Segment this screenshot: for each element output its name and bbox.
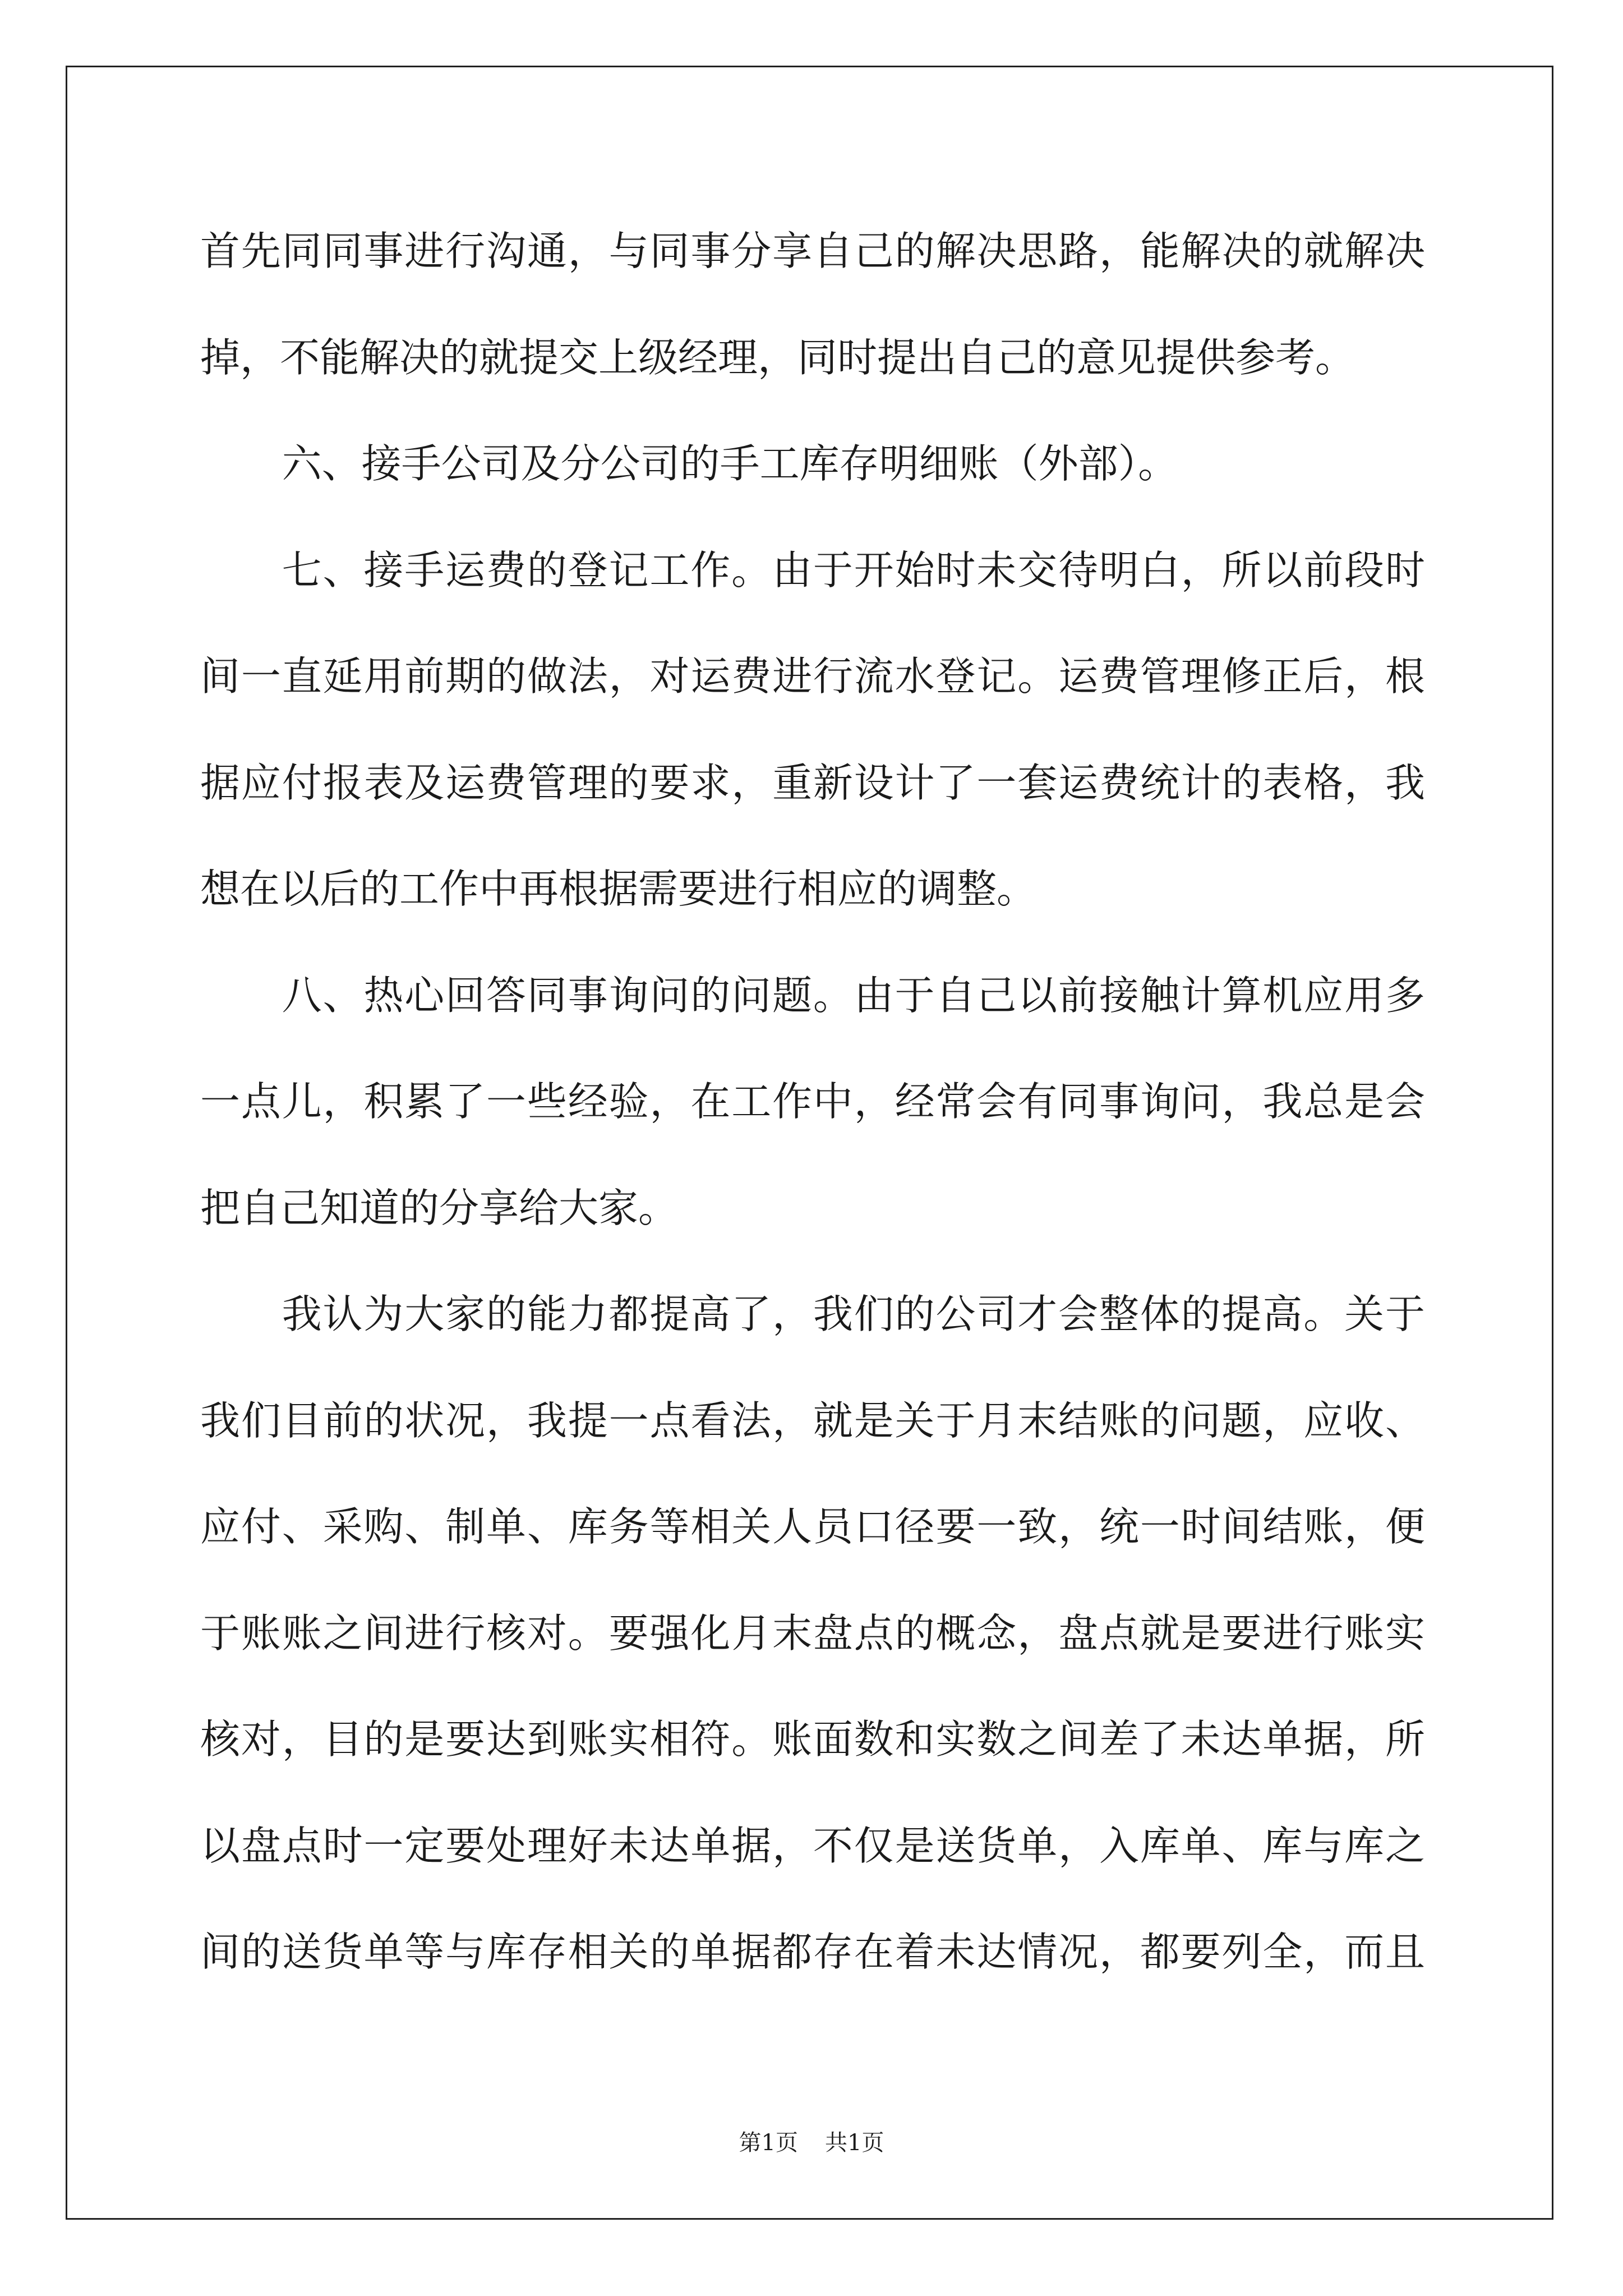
page-total: 共1页 <box>825 2130 884 2156</box>
paragraph <box>200 1261 1425 2005</box>
text-line: 间一直延用前期的做法，对运费进行流水登记。运费管理修正后，根 <box>200 653 1425 700</box>
paragraph <box>200 942 1425 1262</box>
text-line: 于账账之间进行核对。要强化月末盘点的概念，盘点就是要进行账实 <box>200 1609 1425 1657</box>
text-line: 八、热心回答同事询问的问题。由于自己以前接触计算机应用多 <box>282 972 1425 1019</box>
page-number: 第1页 <box>739 2130 798 2156</box>
text-line: 应付、采购、制单、库务等相关人员口径要一致，统一时间结账，便 <box>200 1503 1425 1550</box>
text-line: 核对，目的是要达到账实相符。账面数和实数之间差了未达单据，所 <box>200 1716 1425 1763</box>
text-line: 想在以后的工作中再根据需要进行相应的调整。 <box>200 866 1037 912</box>
text-line: 七、接手运费的登记工作。由于开始时未交待明白，所以前段时 <box>282 546 1425 593</box>
paragraph <box>200 517 1425 942</box>
text-line: 六、接手公司及分公司的手工库存明细账（外部）。 <box>282 440 1178 487</box>
text-line: 据应付报表及运费管理的要求，重新设计了一套运费统计的表格，我 <box>200 759 1425 806</box>
text-line: 我们目前的状况，我提一点看法，就是关于月末结账的问题，应收、 <box>200 1397 1425 1444</box>
text-line: 掉，不能解决的就提交上级经理，同时提出自己的意见提供参考。 <box>200 334 1355 381</box>
text-line: 一点儿，积累了一些经验，在工作中，经常会有同事询问，我总是会 <box>200 1078 1425 1125</box>
text-line: 把自己知道的分享给大家。 <box>200 1184 679 1231</box>
paragraph <box>200 198 1425 411</box>
page-footer <box>0 2127 1623 2159</box>
text-line: 间的送货单等与库存相关的单据都存在着未达情况，都要列全，而且 <box>200 1929 1425 1975</box>
text-line: 首先同同事进行沟通，与同事分享自己的解决思路，能解决的就解决 <box>200 228 1425 274</box>
text-line: 我认为大家的能力都提高了，我们的公司才会整体的提高。关于 <box>282 1291 1425 1337</box>
paragraph <box>200 411 1425 517</box>
text-line: 以盘点时一定要处理好未达单据，不仅是送货单，入库单、库与库之 <box>200 1822 1425 1869</box>
document-body <box>200 198 1425 2005</box>
